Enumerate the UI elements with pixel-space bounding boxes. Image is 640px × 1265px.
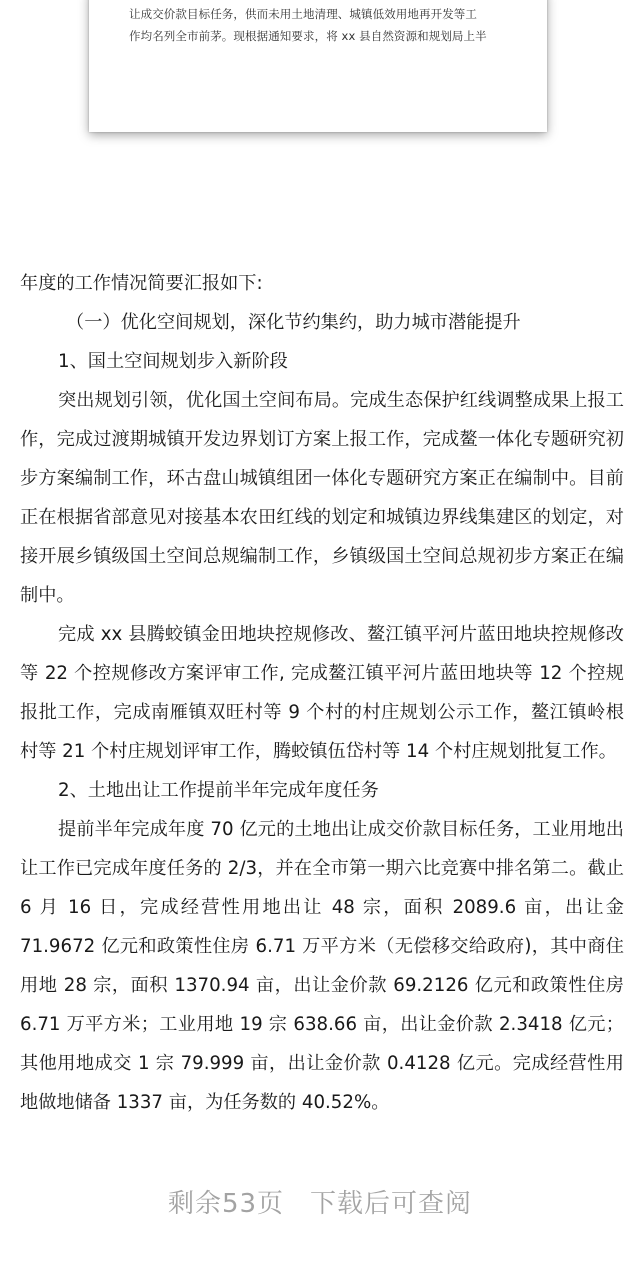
preview-line: 让成交价款目标任务，供而未用土地清理、城镇低效用地再开发等工 (129, 7, 477, 21)
paragraph: 年度的工作情况简要汇报如下: (20, 273, 263, 294)
download-banner[interactable] (0, 1182, 640, 1226)
document-body (20, 264, 624, 1122)
paragraph: 完成 xx 县腾蛟镇金田地块控规修改、鳌江镇平河片蓝田地块控规修改等 22 个控规修改方案评审工作, 完成鳌江镇平河片蓝田地块等 12 个控规报批工作，完成南雁镇双旺村等 9 个村的村庄规划公示工作，鳌江镇岭根村等 21 个村庄规划评审工作，腾蛟镇伍岱村等 14 个村庄规划批复工作。 (20, 624, 624, 762)
preview-card (89, 0, 547, 132)
remaining-pages-label: 剩余53页 (167, 1189, 285, 1219)
subsection-heading: 2、土地出让工作提前半年完成年度任务 (58, 780, 379, 801)
paragraph: 突出规划引领，优化国土空间布局。完成生态保护红线调整成果上报工作，完成过渡期城镇开发边界划订方案上报工作，完成鳌一体化专题研究初步方案编制工作，环古盘山城镇组团一体化专题研究方案正在编制中。目前正在根据省部意见对接基本农田红线的划定和城镇边界线集建区的划定，对接开展乡镇级国土空间总规编制工作，乡镇级国土空间总规初步方案正在编制中。 (20, 390, 624, 606)
download-hint-label: 下载后可查阅 (310, 1189, 473, 1219)
preview-line: 作均名列全市前茅。现根据通知要求，将 xx 县自然资源和规划局上半 (129, 29, 487, 43)
paragraph: 提前半年完成年度 70 亿元的土地出让成交价款目标任务，工业用地出让工作已完成年度任务的 2/3，并在全市第一期六比竞赛中排名第二。截止 6 月 16 日，完成经营性用地出让 48 宗，面积 2089.6 亩，出让金 71.9672 亿元和政策性住房 6.71 万平方米（无偿移交给政府)，其中商住用地 28 宗，面积 1370.94 亩，出让金价款 69.2126 亿元和政策性住房 6.71 万平方米；工业用地 19 宗 638.66 亩，出让金价款 2.3418 亿元；其他用地成交 1 宗 79.999 亩，出让金价款 0.4128 亿元。完成经营性用地做地储备 1337 亩，为任务数的 40.52%。 (20, 819, 624, 1113)
subsection-heading: 1、国土空间规划步入新阶段 (58, 351, 288, 372)
section-heading: （一）优化空间规划，深化节约集约，助力城市潜能提升 (66, 312, 521, 333)
